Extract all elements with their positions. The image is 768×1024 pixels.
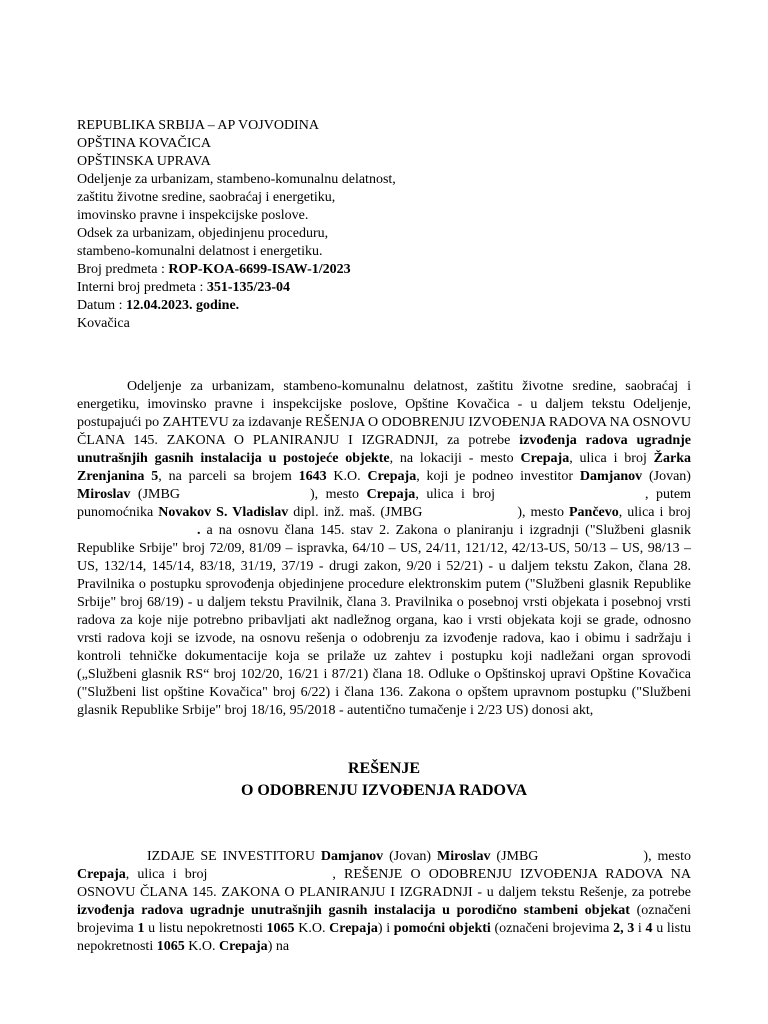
text-run: ) i (377, 921, 394, 936)
text-run: K.O. (184, 939, 219, 954)
text-run: ) na (267, 939, 290, 954)
text-run: , koji je podneo investitor (416, 469, 580, 484)
intro-text (77, 378, 691, 720)
bold-run: izvođenja radova ugradnje unutrašnjih gasnih instalacija u postojeće objekte (77, 433, 691, 466)
bold-run: Pančevo (569, 505, 619, 520)
internal-number-line (77, 279, 697, 297)
header-line: Odsek za urbanizam, objedinjenu proceduru, (77, 226, 329, 241)
bold-run: 1 (137, 921, 145, 936)
text-run: , ulica i broj (415, 487, 495, 502)
bold-run: pomoćni objekti (393, 921, 491, 936)
header-line: REPUBLIKA SRBIJA – AP VOJVODINA (77, 118, 319, 133)
bold-run: 1065 (156, 939, 185, 954)
case-number-label: Broj predmeta : (77, 262, 169, 277)
header-line: OPŠTINA KOVAČICA (77, 136, 211, 151)
text-run: (Jovan) (383, 849, 438, 864)
text-run: (Jovan) (642, 469, 691, 484)
header-line: stambeno-komunalni delatnost i energetiku. (77, 244, 323, 259)
bold-run: Miroslav (77, 487, 131, 502)
text-run: dipl. inž. maš. (JMBG (288, 505, 423, 520)
bold-run: 1065 (266, 921, 295, 936)
bold-run: 4 (645, 921, 653, 936)
header-line: imovinsko pravne i inspekcijske poslove. (77, 208, 309, 223)
bold-run: Miroslav (437, 849, 491, 864)
date-label: Datum : (77, 298, 126, 313)
header-line: zaštitu životne sredine, saobraćaj i energetiku, (77, 190, 336, 205)
decision-title: REŠENJE (347, 760, 421, 777)
decision-text (77, 848, 691, 956)
text-run: , ulica i broj (618, 505, 692, 520)
place-line: Kovačica (77, 316, 130, 331)
case-number: ROP-KOA-6699-ISAW-1/2023 (168, 262, 351, 277)
text-run: a na osnovu člana 145. stav 2. Zakona o planiranju i izgradnji ("Službeni glasnik Republike Srbije" broj 72/09, 81/09 – ispravka, 64/10 – US, 24/11, 121/12, 42/13-US, 50/13 – US, 98/13 – US, 132/14, 145/14, 83/18, 31/19, 37/19 - drugi zakon, 9/20 i 52/21) - u daljem tekstu Zakon, člana 28. Pravilnika o postupku sprovođenja objedinjene procedure elektronskim putem ("Službeni glasnik Republike Srbije" broj 68/19) - u daljem tekstu Pravilnik, člana 3. Pravilnika o posebnoj vrsti objekata i posebnoj vrsti radova za koje nije potrebno pribavljati akt nadležnog organa, kao i vrsti objekata koji se grade, odnosno vrsti radova koji se izvode, na osnovu rešenja o odobrenju za izvođenje radova, kao i obimu i sadržaju i kontroli tehničke dokumentacije koja se prilaže uz zahtev i postupku koji nadležani organ sprovodi („Službeni glasnik RS“ broj 102/20, 16/21 i 87/21) člana 18. Odluke o Opštinskoj upravi Opštine Kovačica ("Službeni list opštine Kovačica" broj 6/22) i člana 136. Zakona o opštem upravnom postupku ("Službeni glasnik Republike Srbije" broj 18/16, 95/2018 - autentično tumačenje i 2/23 US) donosi akt, (77, 523, 691, 718)
text-run: , REŠENJE O ODOBRENJU IZVOĐENJA RADOVA NA OSNOVU ČLANA 145. ZAKONA O PLANIRANJU I IZGRADNJI - u daljem tekstu Rešenje, za potrebe (77, 867, 691, 900)
header-line: OPŠTINSKA UPRAVA (77, 154, 211, 169)
intro-paragraph (77, 378, 691, 720)
bold-run: Crepaja (329, 921, 378, 936)
text-run: , na lokaciji - mesto (389, 451, 521, 466)
text-run: , putem punomoćnika (77, 487, 692, 520)
text-run: , na parceli sa brojem (158, 469, 299, 484)
text-run: IZDAJE SE INVESTITORU (147, 849, 321, 864)
document-header (77, 117, 697, 333)
date-value: 12.04.2023. godine. (126, 298, 240, 313)
text-run: Odeljenje za urbanizam, stambeno-komunalnu delatnost, zaštitu životne sredine, saobraćaj i energetiku, imovinsko pravne i inspekcijske poslove, Opštine Kovačica - u daljem tekstu Odeljenje, postupajući po ZAHTEVU za izdavanje REŠENJA O ODOBRENJU IZVOĐENJA RADOVA NA OSNOVU ČLANA 145. ZAKONA O PLANIRANJU I IZGRADNJI, za potrebe (77, 379, 691, 448)
text-run: (JMBG (130, 487, 180, 502)
text-run: u listu nepokretnosti (77, 921, 692, 954)
text-run: ), mesto (643, 849, 691, 864)
bold-run: Crepaja (366, 487, 416, 502)
bold-run: Crepaja (218, 939, 268, 954)
bold-run: Žarka Zrenjanina 5 (77, 451, 691, 484)
bold-run: Damjanov (579, 469, 643, 484)
bold-run: Crepaja (77, 867, 126, 882)
internal-number: 351-135/23-04 (206, 280, 291, 295)
bold-run: Novakov S. Vladislav (158, 505, 289, 520)
text-run: (JMBG (490, 849, 539, 864)
text-run: , ulica i broj (125, 867, 208, 882)
text-run: K.O. (294, 921, 330, 936)
bold-run: izvođenja radova ugradnje unutrašnjih gasnih instalacija u porodično stambeni objekat (77, 903, 630, 918)
text-run: ), mesto (517, 505, 569, 520)
decision-subtitle: O ODOBRENJU IZVOĐENJA RADOVA (240, 782, 528, 799)
bold-run: 1643 (298, 469, 327, 484)
bold-run: . (197, 523, 201, 538)
decision-paragraph (77, 848, 691, 956)
text-run: ), mesto (309, 487, 367, 502)
bold-run: 2, 3 (613, 921, 635, 936)
case-number-line (77, 261, 697, 279)
text-run: K.O. (326, 469, 368, 484)
bold-run: Damjanov (320, 849, 384, 864)
text-run: , ulica i broj (569, 451, 654, 466)
date-line (77, 297, 697, 315)
bold-run: Crepaja (367, 469, 417, 484)
internal-number-label: Interni broj predmeta : (77, 280, 207, 295)
header-line: Odeljenje za urbanizam, stambeno-komunalnu delatnost, (77, 172, 396, 187)
text-run: (označeni brojevima (77, 903, 691, 936)
text-run: u listu nepokretnosti (144, 921, 267, 936)
text-run: (označeni brojevima (490, 921, 614, 936)
bold-run: Crepaja (520, 451, 570, 466)
text-run: i (634, 921, 646, 936)
